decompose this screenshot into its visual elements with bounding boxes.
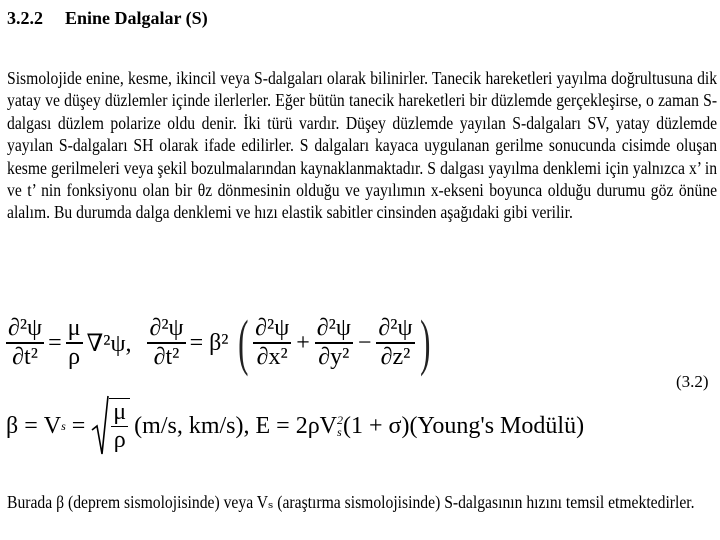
square-root	[91, 394, 130, 458]
fraction-d2psi-dy2	[315, 315, 353, 371]
equals-sign: =	[71, 412, 86, 439]
fraction-denominator: ∂x²	[256, 343, 288, 370]
fraction-numerator: ∂²ψ	[149, 315, 184, 342]
section-number: 3.2.2	[7, 8, 43, 28]
laplacian-term: ∇²ψ,	[86, 330, 132, 357]
mu-symbol: μ	[67, 315, 81, 342]
units-and-modulus: (m/s, km/s), E = 2ρV	[134, 412, 338, 439]
minus-sign: −	[357, 329, 372, 356]
rho-symbol: ρ	[113, 427, 126, 454]
beta-squared: = β²	[189, 329, 229, 356]
equation-number: (3.2)	[676, 372, 709, 391]
fraction-numerator: ∂²ψ	[255, 315, 290, 342]
fraction-mu-rho-sqrt	[111, 399, 128, 455]
superscript-2: 2	[337, 413, 344, 427]
fraction-d2psi-dt2-second	[147, 315, 185, 371]
plus-sign: +	[296, 329, 310, 356]
section-heading	[7, 7, 208, 29]
fraction-numerator: ∂²ψ	[8, 315, 43, 342]
rho-symbol: ρ	[68, 343, 81, 370]
right-paren: )	[419, 309, 430, 377]
section-title: Enine Dalgalar (S)	[65, 8, 208, 28]
left-paren: (	[237, 309, 249, 377]
mu-symbol: μ	[113, 398, 127, 425]
fraction-denominator: ∂t²	[153, 343, 180, 370]
fraction-d2psi-dx2	[253, 315, 291, 371]
body-paragraph: Sismolojide enine, kesme, ikincil veya S-dalgaları olarak bilinirler. Tanecik hareketleri yayılma doğrultusuna dik yatay ve düşey düzlemler içinde ilerlerler. Eğer bütün tanecik hareketleri bir düzlemde gerçekleşirse, o zaman S- dalgası düzlem polarize oldu denir. İki türü vardır. Düşey düzlemde yayılan S-dalgaları SV, yatay düzlemde yayılan S-dalgaları SH olarak ifade edilirler. S dalgaları kayaca uygulanan gerilme sonucunda cisimde oluşan kesme gerilmeleri veya şekil bozulmalarından kaynaklanmaktadır. S dalgası yayılma denklemi için yalnızca x’ in ve t’ nin fonksiyonu olan bir θz dönmesinin olduğu ve yayılımın x-ekseni boyunca olduğu durumu göz önüne alalım. Bu durumda dalga denklemi ve hızı elastik sabitler cinsinden aşağıdaki gibi verilir.	[7, 68, 718, 223]
fraction-denominator: ∂t²	[12, 343, 38, 370]
subscript-s: s	[61, 418, 66, 433]
equation-line-1	[6, 309, 435, 377]
fraction-numerator: ∂²ψ	[378, 315, 413, 342]
young-modulus-term: (1 + σ)(Young's Modülü)	[343, 412, 585, 439]
equation-line-2	[6, 394, 584, 458]
equals-sign: =	[48, 329, 62, 356]
fraction-d2psi-dz2	[376, 315, 414, 371]
fraction-denominator: ∂z²	[380, 343, 411, 370]
fraction-mu-rho	[66, 315, 83, 371]
subscript-s: s	[337, 425, 342, 439]
radical-sign-icon	[91, 394, 109, 458]
fraction-d2psi-dt2	[6, 315, 44, 371]
radicand	[109, 398, 130, 455]
closing-paragraph: Burada β (deprem sismolojisinde) veya Vₛ (araştırma sismolojisinde) S-dalgasının hızını temsil etmektedirler.	[7, 492, 695, 512]
fraction-denominator: ∂y²	[318, 343, 350, 370]
fraction-numerator: ∂²ψ	[316, 315, 351, 342]
beta-equals-v: β = V	[6, 412, 62, 439]
